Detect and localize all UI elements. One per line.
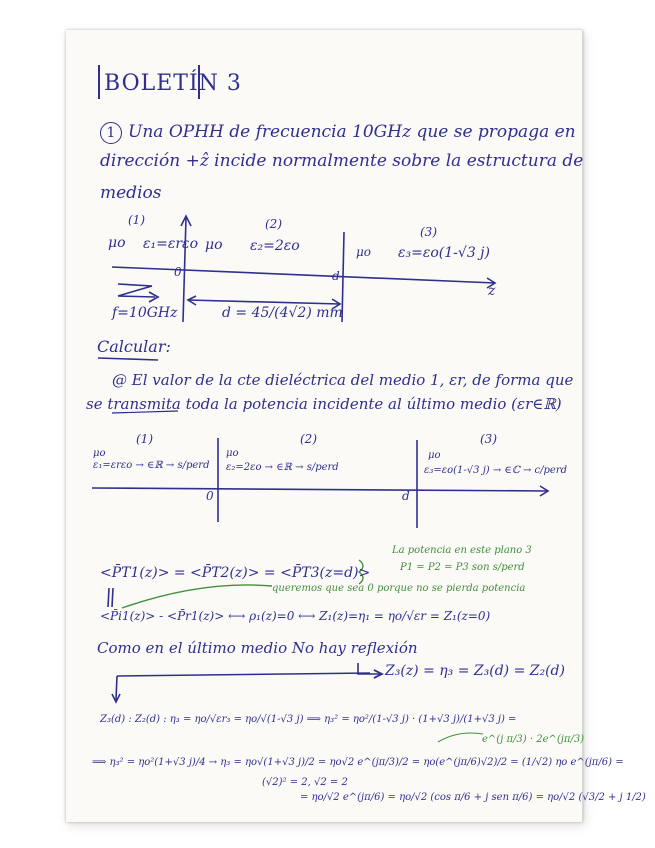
d1-z-axis-label: z [488, 283, 496, 299]
problem-number: 1 [100, 122, 122, 144]
d2-eps-2: ε₂=2εo → ∈ℝ → s/perd [226, 462, 339, 473]
d1-mu-1: μo [108, 235, 126, 251]
d1-frequency: f=10GHz [112, 305, 178, 321]
page-title: BOLETÍN 3 [104, 71, 242, 96]
problem-text-1: Una OPHH de frecuencia 10GHz que se propaga en [128, 122, 576, 142]
calcular-heading: Calcular: [97, 337, 171, 356]
d2-mu-1: μo [93, 448, 106, 459]
equation-impedance-1: <P̄i1(z)> - <P̄r1(z)> ⟷ ρ₁(z)=0 ⟷ Z₁(z)=η₁ = ηo/√εr = Z₁(z=0) [100, 609, 491, 623]
part-a-line-1: @ El valor de la cte dieléctrica del medio 1, εr, de forma que [112, 371, 574, 389]
d2-medium-3-label: (3) [480, 432, 497, 446]
equation-eta3-squared: Z₃(d) : Z₂(d) : η₃ = ηo/√εr₃ = ηo/√(1-√3 j) ⟹ η₃² = ηo²/(1-√3 j) · (1+√3 j)/(1+√3 j) = [100, 714, 517, 725]
d2-d-mark: d [402, 489, 410, 503]
sentence-no-reflection: Como en el último medio No hay reflexión [97, 639, 418, 657]
d1-medium-2-label: (2) [265, 217, 282, 231]
note-root-two: (√2)² = 2, √2 = 2 [262, 777, 348, 788]
d2-mu-2: μo [226, 448, 239, 459]
d1-medium-3-label: (3) [420, 225, 437, 239]
d1-mu-3: μo [356, 245, 372, 259]
d2-mu-3: μo [428, 450, 441, 461]
d1-eps-3: ε₃=εo(1-√3 j) [398, 245, 490, 261]
d1-origin: 0 [174, 265, 182, 279]
d1-mu-2: μo [205, 237, 223, 253]
d1-eps-1: ε₁=εrεo [143, 236, 199, 252]
d1-distance: d = 45/(4√2) mm [222, 305, 343, 321]
d2-eps-3: ε₃=εo(1-√3 j) → ∈ℂ → c/perd [424, 465, 568, 476]
note-reflection: queremos que sea 0 porque no se pierda potencia [272, 583, 526, 594]
part-a-line-2: se transmita toda la potencia incidente al último medio (εr∈ℝ) [86, 395, 562, 413]
d1-d-mark: d [332, 269, 340, 283]
equation-eta3-polar: = ηo/√2 e^(jπ/6) = ηo/√2 (cos π/6 + j sen π/6) = ηo/√2 (√3/2 + j 1/2) [300, 792, 646, 803]
equation-power-equality: <P̄T1(z)> = <P̄T2(z)> = <P̄T3(z=d)> [100, 565, 371, 581]
d2-medium-2-label: (2) [300, 432, 317, 446]
equation-z3: Z₃(z) = η₃ = Z₃(d) = Z₂(d) [385, 663, 565, 679]
note-power-line-2: P1 = P2 = P3 son s/perd [400, 562, 525, 573]
equation-eta3: ⟹ η₃² = ηo²(1+√3 j)/4 → η₃ = ηo√(1+√3 j)/2 = ηo√2 e^(jπ/3)/2 = ηo(e^(jπ/6)√2)/2 = (1/√2) ηo e^(jπ/6) = [92, 757, 624, 768]
d2-medium-1-label: (1) [136, 432, 153, 446]
note-power-line-1: La potencia en este plano 3 [392, 545, 532, 556]
problem-line-2: dirección +ẑ incide normalmente sobre la estructura de [100, 151, 584, 171]
d2-origin: 0 [206, 489, 214, 503]
d2-eps-1: ε₁=εrεo → ∈ℝ → s/perd [93, 460, 210, 471]
note-exponential: e^(j π/3) · 2e^(jπ/3) [482, 734, 585, 745]
d1-eps-2: ε₂=2εo [250, 238, 300, 254]
d1-medium-1-label: (1) [128, 213, 145, 227]
problem-line-3: medios [100, 183, 162, 203]
